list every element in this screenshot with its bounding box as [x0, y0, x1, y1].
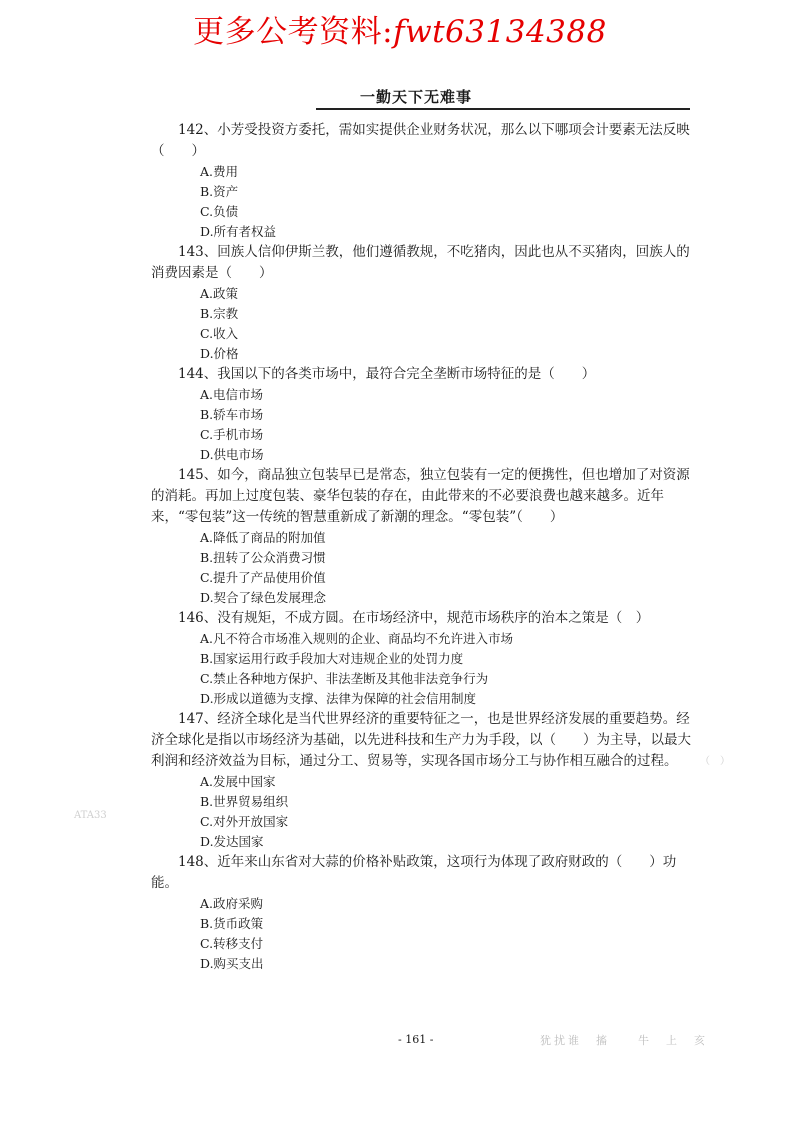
question-145 [151, 465, 691, 608]
option-c: C.转移支付 [200, 936, 264, 951]
option-a: A.降低了商品的附加值 [200, 530, 326, 545]
option-a: A.费用 [200, 164, 239, 179]
option-d: D.契合了绿色发展理念 [200, 590, 327, 605]
question-146 [151, 608, 691, 709]
question-144 [151, 364, 691, 465]
option-a: A.电信市场 [200, 387, 264, 402]
faint-footer-text: 犹扰谁 搐 牛 上 亥 [540, 1034, 708, 1047]
option-d: D.发达国家 [200, 834, 264, 849]
option-d: D.所有者权益 [200, 224, 277, 239]
question-142 [151, 120, 691, 242]
option-c: C.手机市场 [200, 427, 264, 442]
question-stem: 146、没有规矩，不成方圆。在市场经济中，规范市场秩序的治本之策是（ ） [178, 610, 650, 626]
option-b: B.货币政策 [200, 916, 264, 931]
question-147 [151, 709, 691, 852]
question-stem: 144、我国以下的各类市场中，最符合完全垄断市场特征的是（ ） [178, 366, 596, 382]
option-b: B.国家运用行政手段加大对违规企业的处罚力度 [200, 651, 464, 666]
option-b: B.扭转了公众消费习惯 [200, 550, 326, 565]
question-148 [151, 852, 691, 974]
option-b: B.宗教 [200, 306, 239, 321]
option-c: C.对外开放国家 [200, 814, 289, 829]
option-a: A.政策 [200, 286, 239, 301]
option-b: B.轿车市场 [200, 407, 264, 422]
option-d: D.供电市场 [200, 447, 264, 462]
option-d: D.价格 [200, 346, 239, 361]
option-d: D.形成以道德为支撑、法律为保障的社会信用制度 [200, 691, 477, 706]
option-d: D.购买支出 [200, 956, 264, 971]
question-stem: 148、近年来山东省对大蒜的价格补贴政策，这项行为体现了政府财政的（ ）功能。 [151, 854, 677, 891]
option-a: A.发展中国家 [200, 774, 276, 789]
option-b: B.世界贸易组织 [200, 794, 289, 809]
header-motto: 一勤天下无难事 [360, 88, 473, 106]
option-b: B.资产 [200, 184, 239, 199]
option-c: C.提升了产品使用价值 [200, 570, 326, 585]
option-a: A.凡不符合市场准入规则的企业、商品均不允许进入市场 [200, 631, 514, 646]
watermark-id: fwt63134388 [393, 14, 607, 50]
page-number: - 161 - [398, 1033, 434, 1046]
bleed-through-mark: ATA33 [74, 810, 107, 821]
header-rule [316, 108, 690, 110]
question-list [151, 120, 691, 974]
watermark-prefix: 更多公考资料: [193, 14, 394, 50]
watermark [0, 6, 800, 51]
question-143 [151, 242, 691, 364]
option-c: C.收入 [200, 326, 239, 341]
question-stem: 147、经济全球化是当代世界经济的重要特征之一，也是世界经济发展的重要趋势。经济全球化是指以市场经济为基础，以先进科技和生产力为手段，以（ ）为主导，以最大利润和经济效益为目标，通过分工、贸易等，实现各国市场分工与协作相互融合的过程。 [151, 711, 691, 769]
question-stem: 142、小芳受投资方委托，需如实提供企业财务状况，那么以下哪项会计要素无法反映（ ） [151, 122, 690, 159]
question-stem: 145、如今，商品独立包装早已是常态，独立包装有一定的便携性，但也增加了对资源的消耗。再加上过度包装、豪华包装的存在，由此带来的不必要浪费也越来越多。近年来，“零包装”这一传统的智慧重新成了新潮的理念。“零包装”（ ） [151, 467, 690, 525]
option-a: A.政府采购 [200, 896, 264, 911]
option-c: C.禁止各种地方保护、非法垄断及其他非法竞争行为 [200, 671, 489, 686]
question-stem: 143、回族人信仰伊斯兰教，他们遵循教规，不吃猪肉，因此也从不买猪肉，回族人的消费因素是（ ） [151, 244, 690, 281]
bleed-through-mark: （ ） [700, 756, 730, 767]
option-c: C.负债 [200, 204, 239, 219]
